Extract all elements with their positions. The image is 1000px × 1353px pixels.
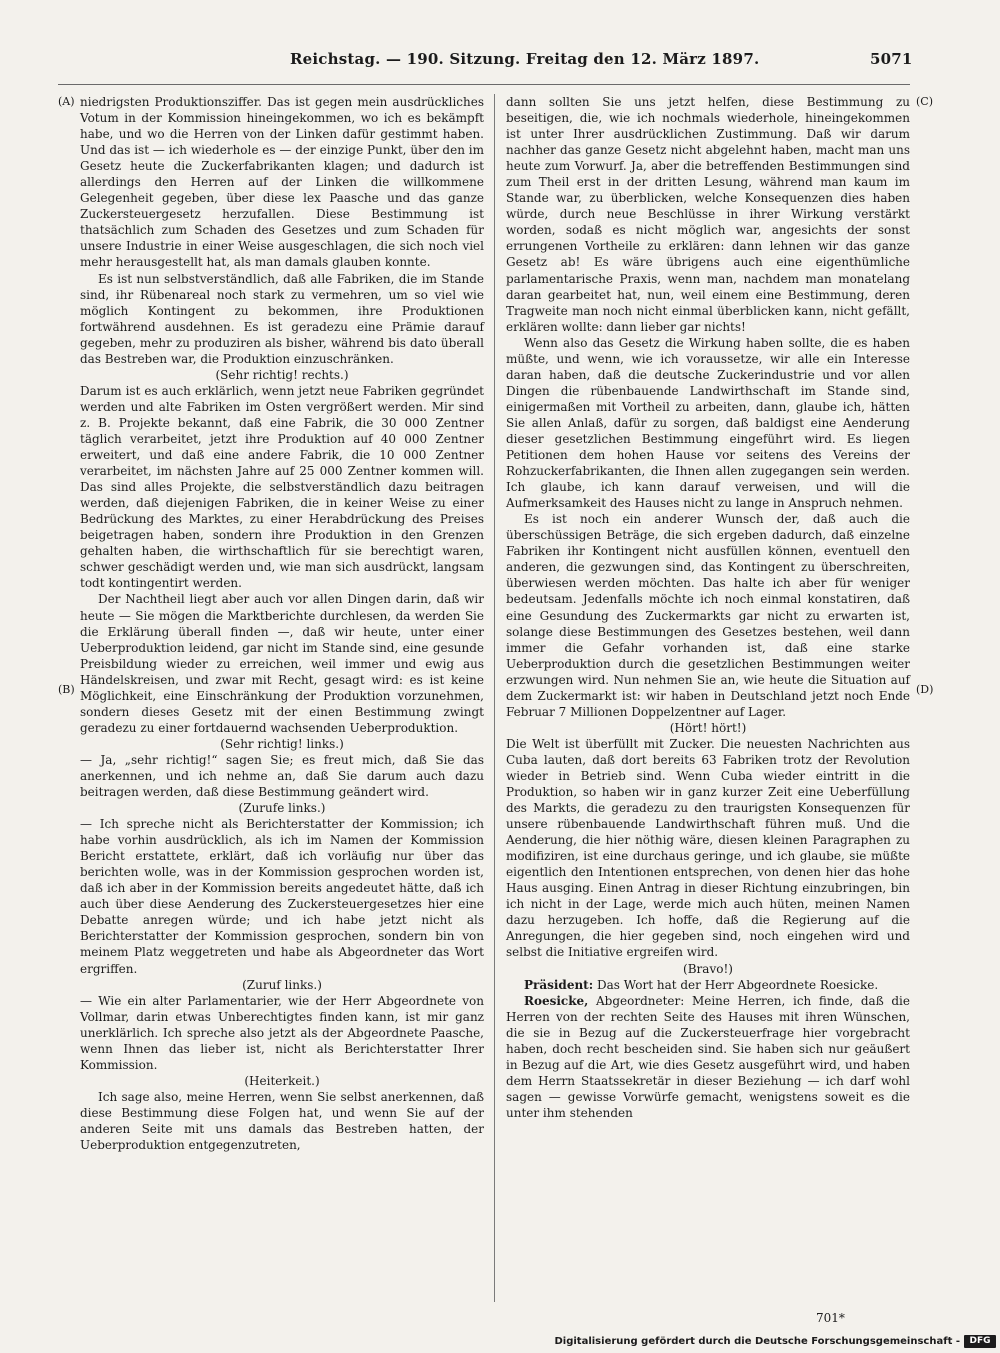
footer-credit: Digitalisierung gefördert durch die Deutsche Forschungsgemeinschaft - — [554, 1336, 960, 1347]
right-column — [506, 94, 910, 1121]
paragraph-text: Es ist nun selbstverständlich, daß alle Fabriken, die im Stande sind, ihr Rübenareal noch stark zu vermehren, um so viel wie möglich Kontingent zu bekommen, ihre Produktionen fortwährend ausdehnen. Es ist geradezu eine Prämie darauf gegeben, mehr zu produziren als bisher, während bis dato überall das Bestreben war, die Produktion einzuschränken. — [80, 271, 484, 366]
paragraph — [506, 993, 910, 1121]
margin-marker-c: (C) — [916, 95, 933, 108]
interjection — [80, 977, 484, 993]
paragraph-text: Ich sage also, meine Herren, wenn Sie selbst anerkennen, daß diese Bestimmung diese Folgen hat, und wenn Sie auf der anderen Seite mit uns damals das Bestreben hatten, der Ueberproduktion entgegenzutreten, — [80, 1089, 484, 1153]
paragraph — [80, 94, 484, 271]
interjection — [80, 736, 484, 752]
column-divider — [494, 94, 495, 1302]
paragraph — [80, 591, 484, 735]
paragraph-text: Abgeordneter: Meine Herren, ich finde, daß die Herren von der rechten Seite des Hauses mit ihren Wünschen, die sie in Bezug auf die Zuckersteuerfrage hier vorgebracht haben, doch recht bescheiden sind. Sie haben sich nur geäußert in Bezug auf die Art, wie dies Gesetz ausgeführt wird, und haben dem Herrn Staatssekretär in dieser Beziehung — ich darf wohl sagen — gewisse Vorwürfe gemacht, wenigstens soweit es die unter ihm stehenden — [506, 993, 910, 1120]
paragraph-text: (Hört! hört!) — [669, 720, 747, 735]
interjection — [80, 800, 484, 816]
margin-marker-a: (A) — [58, 95, 75, 108]
paragraph — [506, 94, 910, 335]
paragraph — [80, 1089, 484, 1153]
paragraph-text: Der Nachtheil liegt aber auch vor allen Dingen darin, daß wir heute — Sie mögen die Marktberichte durchlesen, da werden Sie die Erklärung überall finden —, daß wir heute, unter einer Ueberproduktion leidend, gar nicht im Stande sind, eine gesunde Preisbildung wieder zu erreichen, weil immer und ewig aus Händelskreisen, und zwar mit Recht, gesagt wird: es ist keine Möglichkeit, eine Einschränkung der Produktion vorzunehmen, sondern dieses Gesetz mit der einen Bestimmung zwingt geradezu zu einer fortdauernd wachsenden Ueberproduktion. — [80, 592, 484, 735]
paragraph-text: Die Welt ist überfüllt mit Zucker. Die neuesten Nachrichten aus Cuba lauten, daß dort bereits 63 Fabriken trotz der Revolution wieder in Betrieb sind. Wenn Cuba wieder eintritt in die Produktion, so haben wir in ganz kurzer Zeit eine Ueberfüllung des Markts, die geradezu zu den traurigsten Konsequenzen für unsere rübenbauende Landwirthschaft führen muß. Und die Aenderung, die hier nöthig wäre, diesen kleinen Paragraphen zu modifiziren, ist eine durchaus geringe, und ich glaube, sie müßte eigentlich den Intentionen entsprechen, von denen hier das hohe Haus ausging. Einen Antrag in dieser Richtung einzubringen, bin ich nicht in der Lage, werde mich auch hüten, meinen Namen dazu herzugeben. Ich hoffe, daß die Regierung auf die Anregungen, die hier gegeben sind, noch eingehen wird und selbst die Initiative ergreifen wird. — [506, 736, 910, 960]
paragraph-text: — Wie ein alter Parlamentarier, wie der Herr Abgeordnete von Vollmar, darin etwas Unberechtigtes finden kann, ist mir ganz unerklärlich. Ich spreche also jetzt als der Abgeordnete Paasche, wenn Ihnen das lieber ist, nicht als Berichterstatter Ihrer Kommission. — [80, 993, 484, 1072]
paragraph-text: (Zuruf links.) — [242, 977, 322, 992]
paragraph — [506, 511, 910, 720]
paragraph — [506, 335, 910, 512]
interjection — [80, 367, 484, 383]
paragraph-text: — Ja, „sehr richtig!“ sagen Sie; es freut mich, daß Sie das anerkennen, und ich nehme an, daß Sie darum auch dazu beitragen werden, daß diese Bestimmung geändert wird. — [80, 752, 484, 800]
paragraph — [80, 383, 484, 592]
paragraph-text: (Zurufe links.) — [238, 801, 326, 816]
paragraph-text: niedrigsten Produktionsziffer. Das ist gegen mein ausdrückliches Votum in der Kommission hineingekommen, wo ich es bekämpft habe, und wo die Herren von der Linken dafür gestimmt haben. Und das ist — ich wiederhole es — der einzige Punkt, über den im Gesetz heute die Zuckerfabrikanten klagen; und dadurch ist allerdings den Herren auf der Linken die willkommene Gelegenheit gegeben, über diese lex Paasche und das ganze Zuckersteuergesetz herzufallen. Diese Bestimmung ist thatsächlich zum Schaden des Gesetzes und zum Schaden für unsere Industrie in einer Weise ausgeschlagen, die sich noch viel mehr herausgestellt hat, als man damals glauben konnte. — [80, 95, 484, 270]
margin-marker-b: (B) — [58, 683, 75, 696]
paragraph — [506, 736, 910, 961]
paragraph-text: Das Wort hat der Herr Abgeordnete Roesicke. — [593, 977, 879, 992]
page-number: 5071 — [870, 50, 913, 68]
interjection — [506, 720, 910, 736]
paragraph — [80, 271, 484, 367]
interjection — [80, 1073, 484, 1089]
speaker-name: Roesicke, — [524, 993, 589, 1008]
left-column — [80, 94, 484, 1153]
paragraph-text: (Sehr richtig! links.) — [220, 736, 344, 751]
paragraph-text: Darum ist es auch erklärlich, wenn jetzt neue Fabriken gegründet werden und alte Fabriken im Osten vergrößert werden. Mir sind z. B. Projekte bekannt, daß eine Fabrik, die 30 000 Zentner täglich verarbeitet, jetzt ihre Produktion auf 40 000 Zentner erweitert, und daß eine andere Fabrik, die 10 000 Zentner verarbeitet, im nächsten Jahre auf 25 000 Zentner kommen will. Das sind alles Projekte, die selbstverständlich dazu beitragen werden, daß diejenigen Fabriken, die in keiner Weise zu einer Bedrückung des Marktes, zu einer Herabdrückung des Preises beigetragen haben, sondern ihre Produktion in den Grenzen gehalten haben, die wirthschaftlich für sie berechtigt waren, schwer geschädigt werden und, wie man sich ausdrückt, langsam todt kontingentirt werden. — [80, 383, 484, 591]
dfg-logo: DFG — [964, 1335, 996, 1348]
running-header — [0, 50, 1000, 74]
paragraph-text: (Sehr richtig! rechts.) — [215, 367, 349, 382]
paragraph — [506, 977, 910, 993]
margin-marker-d: (D) — [916, 683, 934, 696]
footer — [0, 1335, 1000, 1349]
paragraph-text: Wenn also das Gesetz die Wirkung haben sollte, die es haben müßte, und wenn, wie ich voraussetze, wir alle ein Interesse daran haben, daß die deutsche Zuckerindustrie und vor allen Dingen die rübenbauende Landwirthschaft im Stande sind, einigermaßen mit Vortheil zu arbeiten, dann, glaube ich, hätten Sie allen Anlaß, dafür zu sorgen, daß baldigst eine Aenderung dieser gesetzlichen Bestimmung eingeführt wird. Es liegen Petitionen dem hohen Hause vor seitens des Vereins der Rohzuckerfabrikanten, die Ihnen allen zugegangen sein werden. Ich glaube, ich kann darauf verweisen, und will die Aufmerksamkeit des Hauses nicht zu lange in Anspruch nehmen. — [506, 335, 910, 511]
paragraph-text: — Ich spreche nicht als Berichterstatter der Kommission; ich habe vorhin ausdrücklich, als ich im Namen der Kommission Bericht erstattete, erklärt, daß ich vorläufig nur über das berichten wolle, was in der Kommission gesprochen worden ist, daß ich aber in der Kommission bereits angedeutet hätte, daß ich auch über diese Aenderung des Zuckersteuergesetzes hier eine Debatte anregen würde; und ich habe jetzt nicht als Berichterstatter der Kommission gesprochen, sondern bin von meinem Platz weggetreten und habe als Abgeordneter das Wort ergriffen. — [80, 817, 484, 976]
paragraph-text: (Heiterkeit.) — [244, 1073, 320, 1088]
speaker-name: Präsident: — [524, 977, 594, 992]
interjection — [506, 961, 910, 977]
header-rule — [58, 84, 910, 85]
paragraph — [80, 752, 484, 800]
paragraph-text: (Bravo!) — [683, 961, 733, 976]
paragraph — [80, 993, 484, 1073]
paragraph — [80, 816, 484, 976]
header-title: Reichstag. — 190. Sitzung. Freitag den 12. März 1897. — [290, 50, 760, 68]
signature-mark: 701* — [816, 1311, 845, 1325]
paragraph-text: dann sollten Sie uns jetzt helfen, diese Bestimmung zu beseitigen, die, wie ich nochmals wiederhole, hineingekommen ist unter Ihrer ausdrücklichen Zustimmung. Daß wir darum nachher das ganze Gesetz nicht abgelehnt haben, macht man uns heute zum Vorwurf. Ja, aber die betreffenden Bestimmungen sind zum Theil erst in der dritten Lesung, während man kaum im Stande war, zu überblicken, welche Konsequenzen dies haben würde, durch neue Beschlüsse in ihrer Wirkung verstärkt worden, sodaß es nicht möglich war, angesichts der sonst errungenen Vortheile zu erklären: dann lehnen wir das ganze Gesetz ab! Es wäre übrigens auch eine eigenthümliche parlamentarische Praxis, wenn man, nachdem man monatelang daran gearbeitet hat, nun, weil einem eine Bestimmung, deren Tragweite man noch nicht einmal überblicken kann, nicht gefällt, erklären wollte: dann lieber gar nichts! — [506, 95, 910, 334]
paragraph-text: Es ist noch ein anderer Wunsch der, daß auch die überschüssigen Beträge, die sich ergeben dadurch, daß einzelne Fabriken ihr Kontingent nicht ausfüllen können, eventuell den anderen, die gezwungen sind, das Kontingent zu überschreiten, überwiesen werden möchten. Das halte ich aber für weniger bedeutsam. Jedenfalls möchte ich noch einmal konstatiren, daß eine Gesundung des Zuckermarkts gar nicht zu erwarten ist, solange diese Bestimmungen des Gesetzes bestehen, weil dann immer die Gefahr vorhanden ist, daß eine starke Ueberproduktion durch die gesetzlichen Bestimmungen weiter erzwungen wird. Nun nehmen Sie an, wie heute die Situation auf dem Zuckermarkt ist: wir haben in Deutschland jetzt noch Ende Februar 7 Millionen Doppelzentner auf Lager. — [506, 512, 910, 719]
